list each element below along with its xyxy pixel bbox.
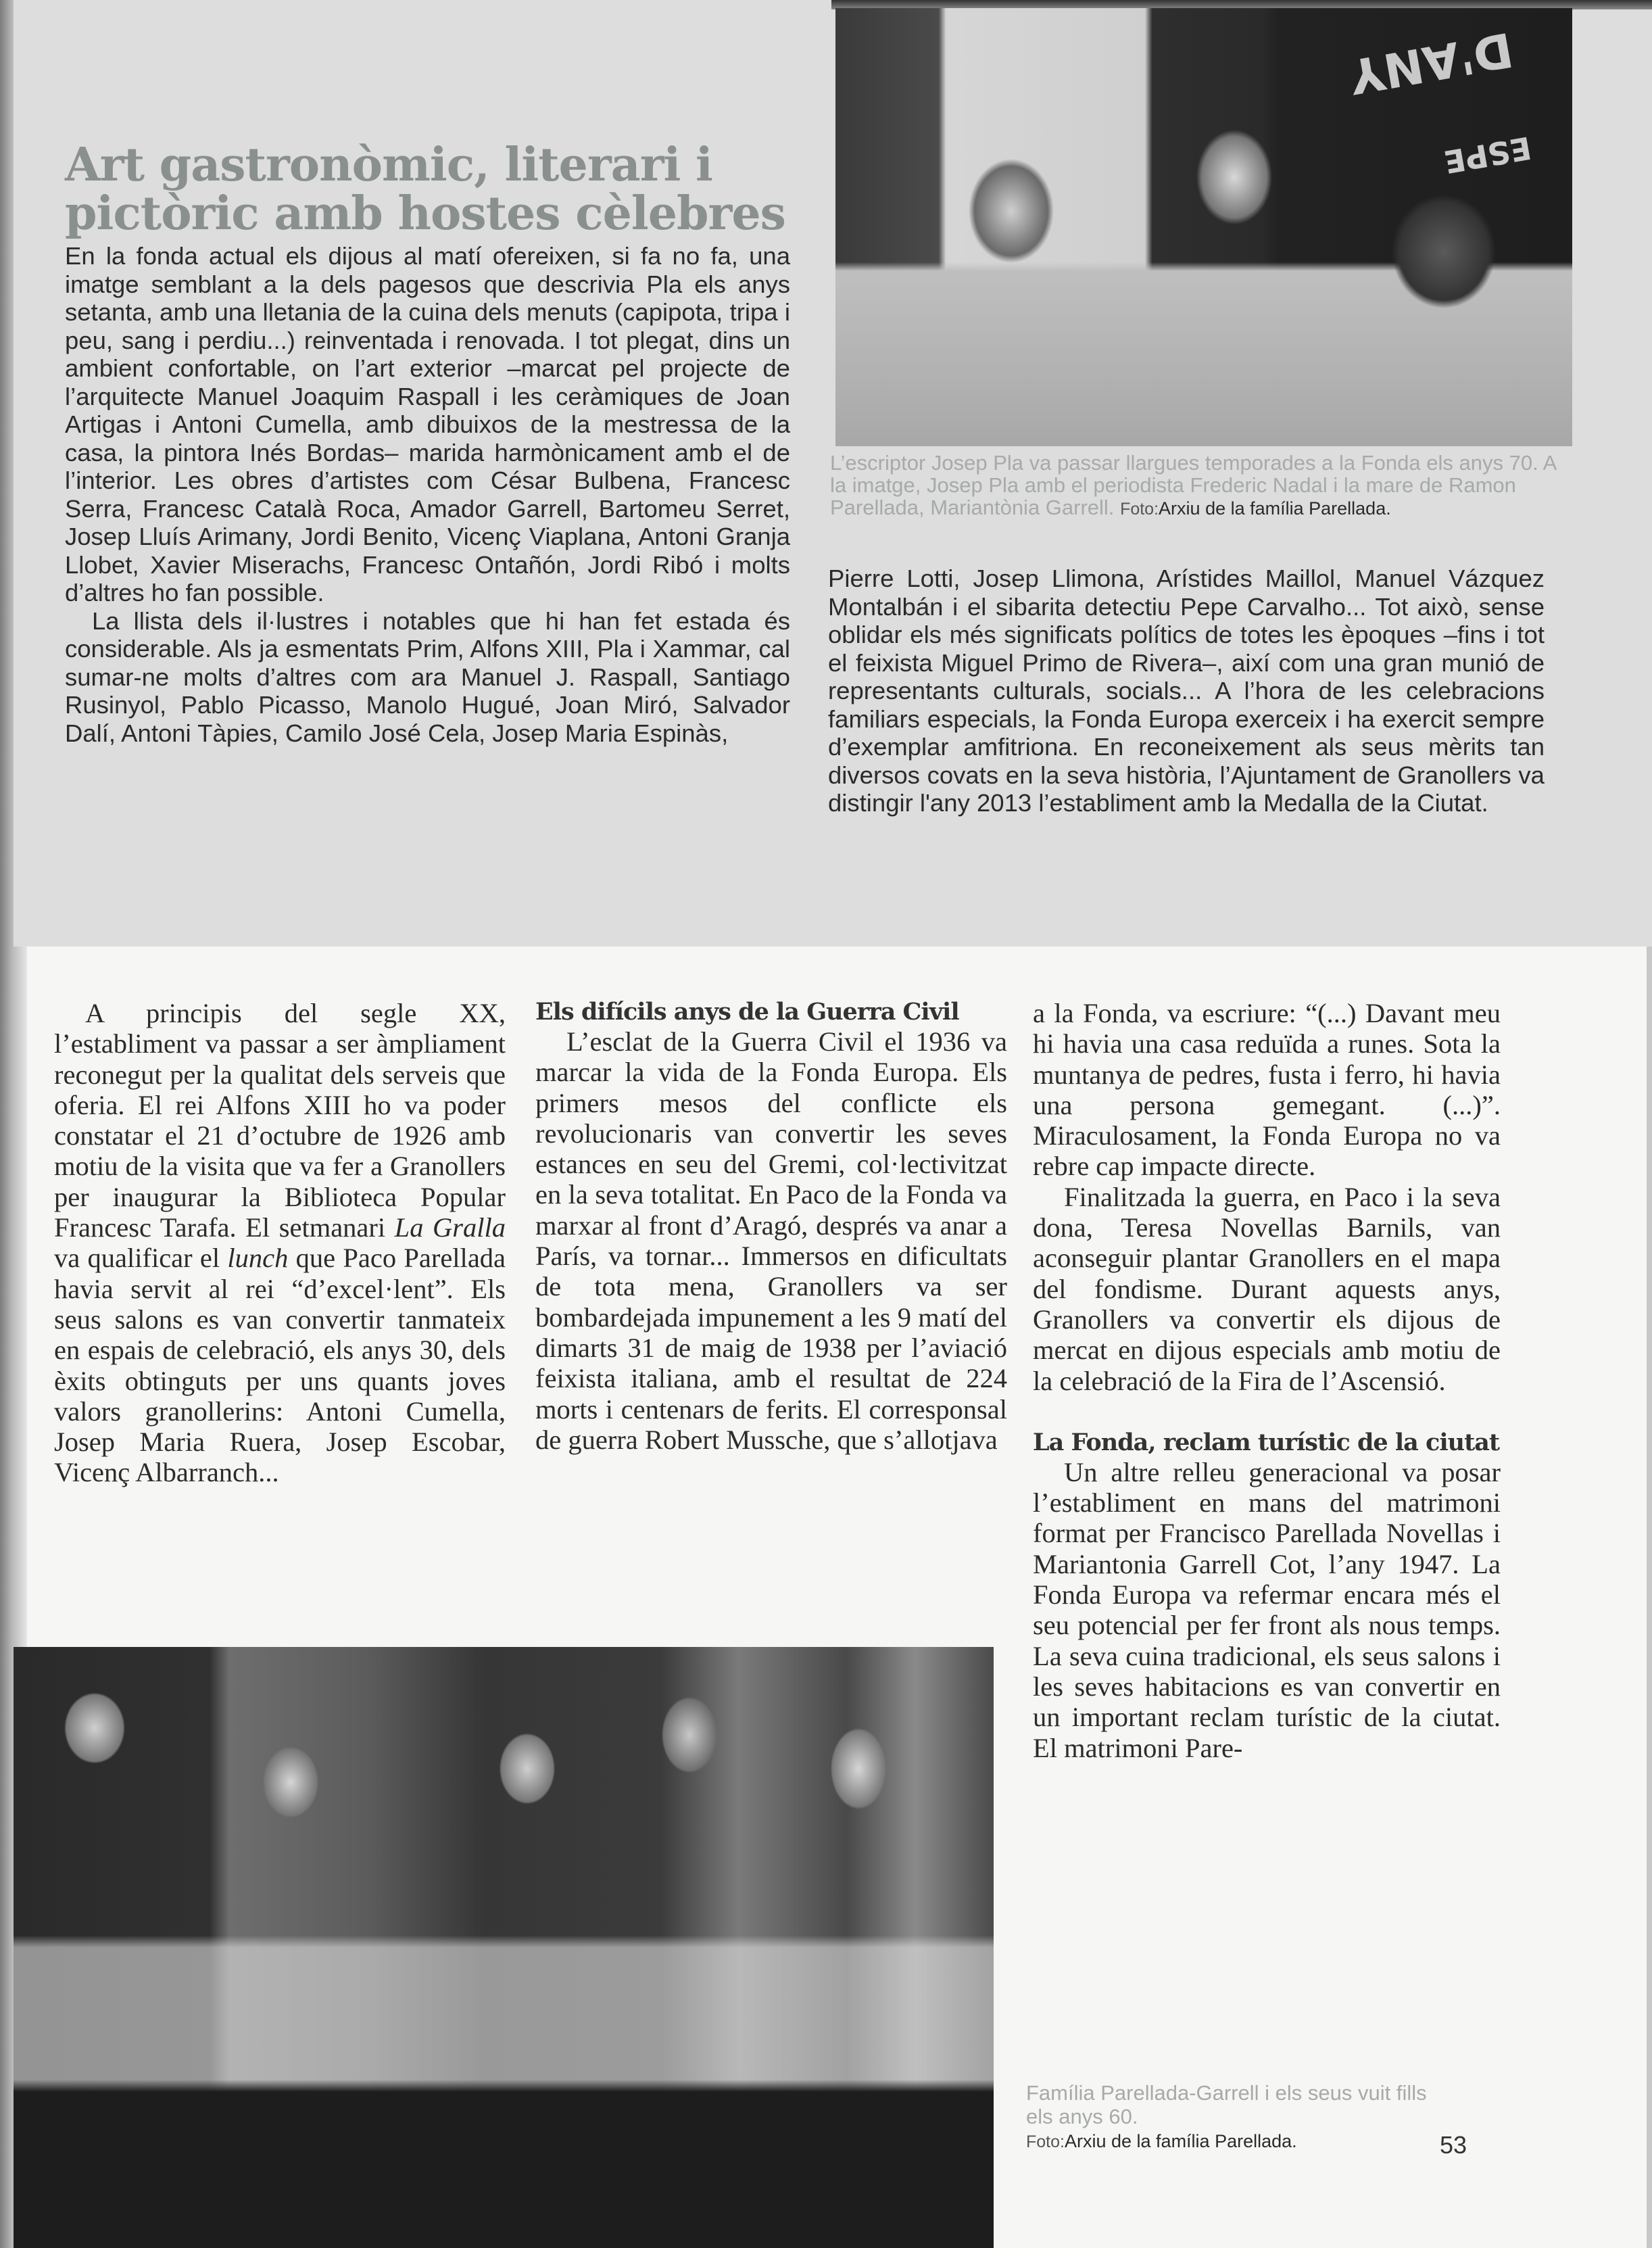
josep-pla-photo-caption: [830, 452, 1574, 521]
article-paragraph-continuation: a la Fonda, va escriure: “(...) Davant meu hi havia una casa reduïda a runes. Sota la muntanya de pedres, fusta i ferro, hi havia una persona gemegant. (...)”. Miraculosament, la Fonda Europa no va rebre cap impacte directe.: [1033, 998, 1501, 1182]
photo-sign-text: ESPE: [1441, 129, 1534, 181]
caption-text: Família Parellada-Garrell i els seus vuit fills els anys 60.: [1026, 2081, 1427, 2128]
feature-continuation-column: [828, 565, 1545, 817]
photo-credit-label: Foto:: [1120, 500, 1159, 519]
section-heading-tourism: La Fonda, reclam turístic de la ciutat: [1033, 1428, 1500, 1456]
paragraph-text: va qualificar el: [54, 1243, 220, 1274]
feature-continuation-paragraph: Pierre Lotti, Josep Llimona, Arístides Maillol, Manuel Vázquez Montalbán i el sibarita detectiu Pepe Carvalho... Tot això, sense oblidar els més significats polítics de totes les èpoques –fins i tot el feixista Miguel Primo de Rivera–, així com una gran munió de representants culturals, socials... A l’hora de les celebracions familiars especials, la Fonda Europa exerceix i ha exercit sempre d’exemplar amfitriona. En reconeixement als seus mèrits tan diversos covats en la seva història, l’Ajuntament de Granollers va distingir l'any 2013 l’establiment amb la Medalla de la Ciutat.: [828, 565, 1545, 817]
article-paragraph-1: [54, 998, 506, 1488]
photo-credit: Arxiu de la família Parellada.: [1064, 2131, 1297, 2151]
feature-intro-column: [65, 242, 790, 747]
page-number: 53: [1440, 2131, 1467, 2159]
article-column-1: [54, 998, 506, 1488]
article-paragraph-civil-war: L’esclat de la Guerra Civil el 1936 va marcar la vida de la Fonda Europa. Els primers mesos del conflicte els revolucionaris van convertir les seves estances en seu del Gremi, col·lectivitzat en la seva totalitat. En Paco de la Fonda va marxar al front d’Aragó, després va anar a París, va tornar... Immersos en dificultats de tota mena, Granollers va ser bombardejada impunement a les 9 matí del dimarts 31 de maig de 1938 per l’aviació feixista italiana, amb el resultat de 224 morts i centenars de ferits. El corresponsal de guerra Robert Mussche, que s’allotjava: [535, 1026, 1007, 1455]
italic-term: lunch: [227, 1243, 289, 1274]
article-paragraph-post-war: Finalitzada la guerra, en Paco i la seva dona, Teresa Novellas Barnils, van aconseguir plantar Granollers en el mapa del fondisme. Durant aquests anys, Granollers va convertir els dijous de mercat en dijous especials amb motiu de la celebració de la Fira de l’Ascensió.: [1033, 1181, 1501, 1396]
article-paragraph-tourism: Un altre relleu generacional va posar l’establiment en mans del matrimoni format per Francisco Parellada Novellas i Mariantonia Garrell Cot, l’any 1947. La Fonda Europa va refermar encara més el seu potencial per fer front als nous temps. La seva cuina tradicional, els seus salons i les seves habitacions es van convertir en un important reclam turístic de la ciutat. El matrimoni Pare-: [1033, 1456, 1501, 1763]
paragraph-text: A principis del segle XX, l’establiment va passar a ser àmpliament reconegut per la qualitat dels serveis que oferia. El rei Alfons XIII ho va poder constatar el 21 d’octubre de 1926 amb motiu de la visita que va fer a Granollers per inaugurar la Biblioteca Popular Francesc Tarafa. El setmanari: [54, 998, 506, 1243]
article-column-2: [535, 998, 1007, 1455]
photo-credit: Arxiu de la família Parellada.: [1159, 498, 1391, 519]
section-tourism: [1033, 1429, 1501, 1763]
paragraph-text: que Paco Parellada havia servit al rei “d’excel·lent”. Els seus salons es van convertir tanmateix en espais de celebració, els anys 30, dels èxits obtinguts per uns quants joves valors granollerins: Antoni Cumella, Josep Maria Ruera, Josep Escobar, Vicenç Albarranch...: [54, 1243, 506, 1488]
photo-credit-label: Foto:: [1026, 2132, 1065, 2151]
feature-headline: Art gastronòmic, literari i pictòric amb hostes cèlebres: [65, 138, 785, 241]
article-column-3: [1033, 998, 1501, 1763]
photo-sign-text: D'ANY: [1345, 21, 1517, 105]
newspaper-title: La Gralla: [394, 1212, 506, 1243]
caption-text: L’escriptor Josep Pla va passar llargues temporades a la Fonda els anys 70. A la imatge, Josep Pla amb el periodista Frederic Nadal i la mare de Ramon Parellada, Mariantònia Garrell.: [830, 451, 1556, 519]
scan-right-edge: [1647, 947, 1652, 2248]
family-photo: [14, 1647, 994, 2248]
josep-pla-photo: [835, 8, 1572, 446]
feature-intro-paragraph-1: En la fonda actual els dijous al matí ofereixen, si fa no fa, una imatge semblant a la dels pagesos que descrivia Pla els anys setanta, amb una lletania de la cuina dels menuts (capipota, tripa i peu, sang i perdiu...) reinventada i renovada. I tot plegat, dins un ambient confortable, on l’art exterior –marcat pel projecte de l’arquitecte Manuel Joaquim Raspall i les ceràmiques de Joan Artigas i Antoni Cumella, amb dibuixos de la mestressa de la casa, la pintora Inés Bordas– marida harmònicament amb el de l’interior. Les obres d’artistes com César Bulbena, Francesc Serra, Francesc Català Roca, Amador Garrell, Bartomeu Serret, Josep Lluís Arimany, Jordi Benito, Vicenç Viaplana, Antoni Granja Llobet, Xavier Miserachs, Francesc Ontañón, Jordi Ribó i molts d’altres ho fan possible.: [65, 242, 790, 606]
family-photo-caption: [1026, 2081, 1459, 2154]
section-heading-civil-war: Els difícils anys de la Guerra Civil: [535, 998, 959, 1026]
feature-intro-paragraph-2: La llista dels il·lustres i notables que hi han fet estada és considerable. Als ja esmentats Prim, Alfons XIII, Pla i Xammar, cal sumar-ne molts d’altres com ara Manuel J. Raspall, Santiago Rusinyol, Pablo Picasso, Manolo Hugué, Joan Miró, Salvador Dalí, Antoni Tàpies, Camilo José Cela, Josep Maria Espinàs,: [65, 606, 790, 747]
